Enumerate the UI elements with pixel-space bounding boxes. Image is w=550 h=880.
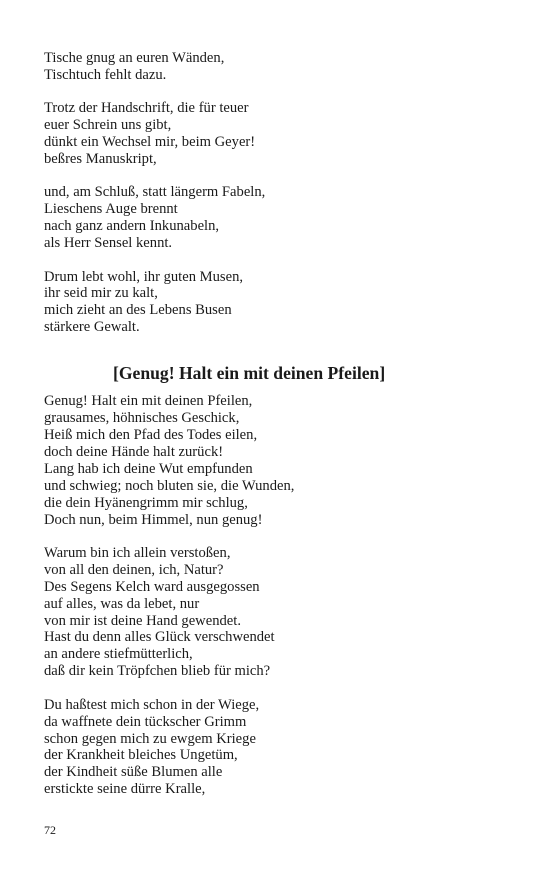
verse-line: grausames, höhnisches Geschick,	[44, 410, 240, 427]
verse-line: erstickte seine dürre Kralle,	[44, 781, 206, 798]
verse-line: Des Segens Kelch ward ausgegossen	[44, 578, 260, 595]
poem-stanza-3	[44, 697, 514, 798]
verse-line: und, am Schluß, statt längerm Fabeln,	[44, 184, 266, 201]
verse-line: Tischtuch fehlt dazu.	[44, 66, 167, 83]
verse-line: mich zieht an des Lebens Busen	[44, 302, 232, 319]
verse-line: von all den deinen, ich, Natur?	[44, 561, 224, 578]
verse-line: beßres Manuskript,	[44, 151, 157, 168]
verse-line: Hast du denn alles Glück verschwendet	[44, 629, 275, 646]
verse-line: euer Schrein uns gibt,	[44, 117, 172, 134]
verse-line: die dein Hyänengrimm mir schlug,	[44, 494, 248, 511]
verse-line: da waffnete dein tückscher Grimm	[44, 713, 247, 730]
verse-line: der Kindheit süße Blumen alle	[44, 764, 223, 781]
poem-stanza-1	[44, 393, 514, 528]
verse-line: stärkere Gewalt.	[44, 319, 140, 336]
verse-line: ihr seid mir zu kalt,	[44, 285, 158, 302]
poem-stanza-2	[44, 545, 514, 680]
verse-line: Lieschens Auge brennt	[44, 201, 178, 218]
verse-line: als Herr Sensel kennt.	[44, 235, 173, 252]
verse-line: Heiß mich den Pfad des Todes eilen,	[44, 427, 258, 443]
verse-line: Du haßtest mich schon in der Wiege,	[44, 696, 260, 713]
poem-title: [Genug! Halt ein mit deinen Pfeilen]	[113, 363, 386, 384]
verse-line: doch deine Hände halt zurück!	[44, 443, 224, 460]
verse-line: Lang hab ich deine Wut empfunden	[44, 460, 253, 477]
verse-line: schon gegen mich zu ewgem Kriege	[44, 730, 256, 747]
verse-line: Drum lebt wohl, ihr guten Musen,	[44, 268, 244, 285]
continued-stanza-4	[44, 269, 514, 337]
verse-line: der Krankheit bleiches Ungetüm,	[44, 747, 238, 764]
page-number: 72	[44, 823, 56, 837]
verse-line: Genug! Halt ein mit deinen Pfeilen,	[44, 393, 253, 410]
continued-stanza-2	[44, 100, 514, 168]
verse-line: daß dir kein Tröpfchen blieb für mich?	[44, 663, 271, 680]
page-body	[44, 50, 514, 815]
verse-line: auf alles, was da lebet, nur	[44, 595, 200, 612]
verse-line: und schwieg; noch bluten sie, die Wunden,	[44, 477, 295, 494]
continued-stanza-3	[44, 184, 514, 252]
verse-line: Trotz der Handschrift, die für teuer	[44, 100, 249, 117]
continued-stanza-1	[44, 50, 514, 84]
verse-line: an andere stiefmütterlich,	[44, 646, 193, 663]
verse-line: nach ganz andern Inkunabeln,	[44, 218, 220, 235]
verse-line: Tische gnug an euren Wänden,	[44, 50, 225, 66]
verse-line: Warum bin ich allein verstoßen,	[44, 544, 231, 561]
verse-line: dünkt ein Wechsel mir, beim Geyer!	[44, 134, 256, 151]
verse-line: von mir ist deine Hand gewendet.	[44, 612, 241, 629]
verse-line: Doch nun, beim Himmel, nun genug!	[44, 511, 263, 528]
